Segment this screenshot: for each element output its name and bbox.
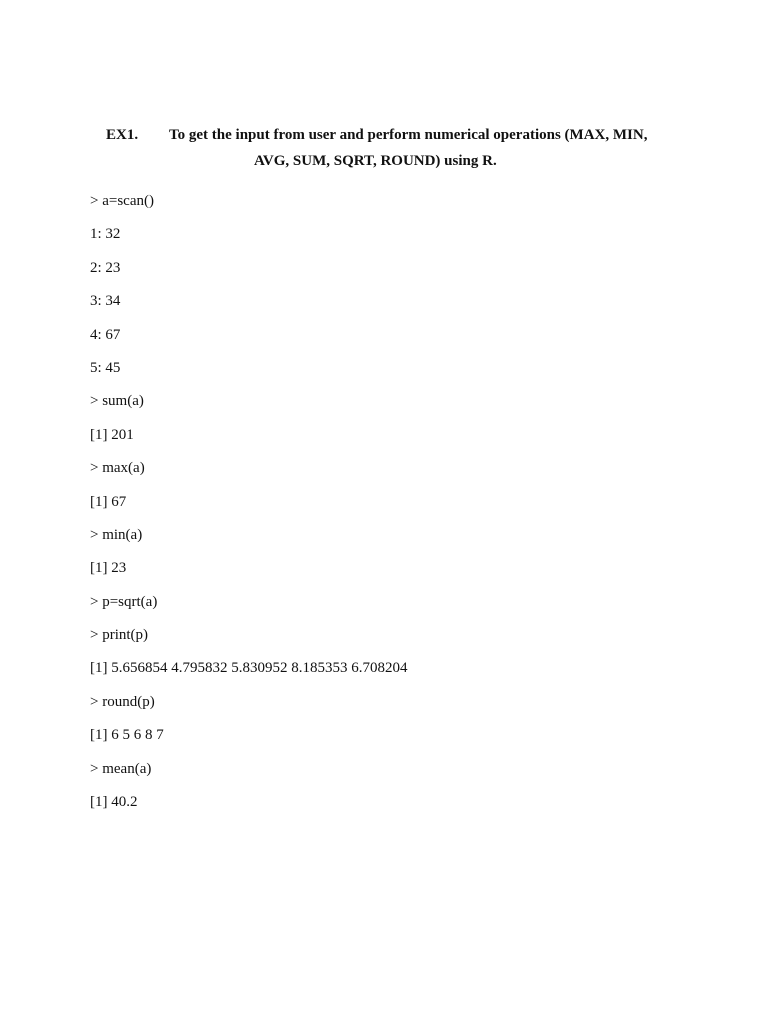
console-line: > round(p) bbox=[90, 693, 155, 710]
heading-line-1 bbox=[0, 122, 768, 148]
console-line: 4: 67 bbox=[90, 326, 121, 343]
console-line: [1] 67 bbox=[90, 493, 127, 510]
console-line: > a=scan() bbox=[90, 193, 154, 209]
exercise-heading bbox=[0, 122, 768, 174]
console-line: [1] 40.2 bbox=[90, 794, 138, 811]
console-line: > sum(a) bbox=[90, 393, 144, 410]
console-line: > p=sqrt(a) bbox=[90, 593, 158, 610]
heading-line-2 bbox=[0, 148, 768, 174]
console-line: > max(a) bbox=[90, 460, 145, 477]
console-line: 3: 34 bbox=[90, 293, 121, 310]
console-line: [1] 23 bbox=[90, 560, 127, 577]
console-line: > mean(a) bbox=[90, 760, 152, 777]
console-line: > min(a) bbox=[90, 526, 143, 543]
console-line: > print(p) bbox=[90, 627, 149, 644]
console-line: 5: 45 bbox=[90, 359, 121, 376]
console-line: 1: 32 bbox=[90, 226, 121, 243]
console-line: [1] 5.656854 4.795832 5.830952 8.185353 6.708204 bbox=[90, 660, 408, 677]
console-line: [1] 201 bbox=[90, 426, 134, 443]
exercise-title-line-1: To get the input from user and perform numerical operations (MAX, MIN, bbox=[169, 127, 648, 143]
console-line: [1] 6 5 6 8 7 bbox=[90, 727, 164, 744]
exercise-number: EX1. bbox=[106, 127, 139, 143]
exercise-title-line-2: AVG, SUM, SQRT, ROUND) using R. bbox=[254, 153, 497, 169]
r-console-transcript bbox=[90, 188, 730, 822]
console-line: 2: 23 bbox=[90, 259, 121, 276]
